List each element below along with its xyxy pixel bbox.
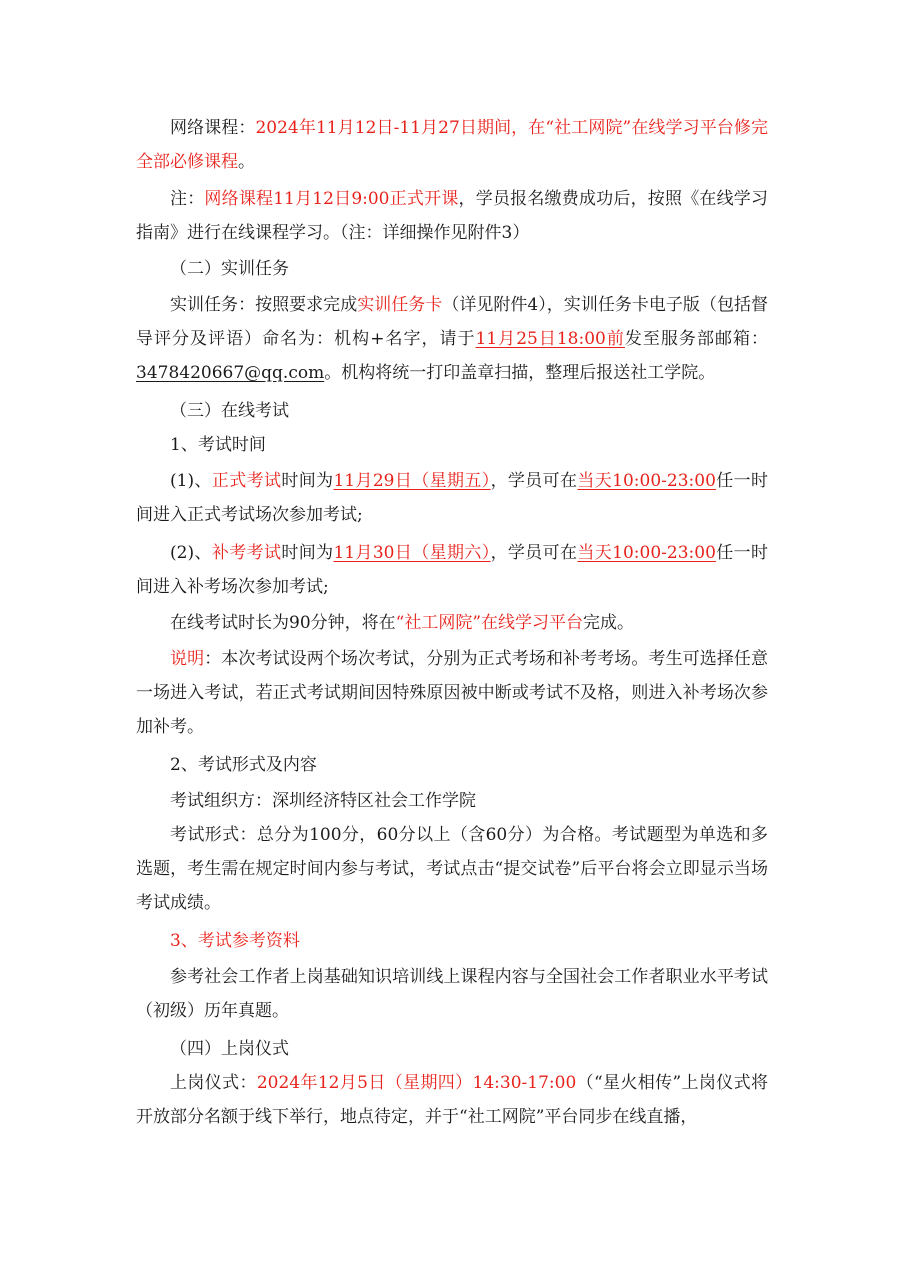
ceremony-text: （“星火相传”上岗仪式将开放部分名额于线下举行，地点待定，并于“社工网院”平台同步在线直播，	[136, 1073, 768, 1127]
paragraph-exam-organizer: 考试组织方：深圳经济特区社会工作学院	[170, 791, 476, 811]
paragraph-makeup-exam	[136, 536, 768, 604]
online-course-period: 2024年11月12日-11月27日期间，在“社工网院”在线学习平台修完全部必修课程	[136, 118, 768, 172]
exam-duration-text-a: 在线考试时长为90分钟，将在	[170, 613, 396, 633]
training-task-card: 实训任务卡	[357, 295, 443, 315]
formal-exam-index: (1)、	[170, 471, 212, 491]
heading-exam-reference: 3、考试参考资料	[170, 931, 300, 951]
label-online-course: 网络课程：	[170, 118, 256, 138]
paragraph-formal-exam	[136, 464, 768, 532]
heading-online-exam: （三）在线考试	[170, 401, 289, 421]
paragraph-exam-format: 考试形式：总分为100分，60分以上（含60分）为合格。考试题型为单选和多选题，考生需在规定时间内参与考试，考试点击“提交试卷”后平台将会立即显示当场考试成绩。	[136, 825, 768, 913]
paragraph-exam-explanation	[136, 642, 768, 744]
makeup-exam-text-b: 时间为	[281, 543, 334, 563]
paragraph-training-task	[136, 288, 768, 390]
explanation-text: ：本次考试设两个场次考试，分别为正式考场和补考考场。考生可选择任意一场进入考试，若正式考试期间因特殊原因被中断或考试不及格，则进入补考场次参加补考。	[136, 649, 769, 737]
makeup-exam-hours: 当天10:00-23:00	[577, 543, 716, 563]
ceremony-label: 上岗仪式：	[170, 1073, 257, 1093]
training-task-text-a: 实训任务：按照要求完成	[170, 295, 358, 315]
formal-exam-hours: 当天10:00-23:00	[577, 471, 716, 491]
makeup-exam-text-c: ，学员可在	[490, 543, 578, 563]
makeup-exam-index: (2)、	[170, 543, 212, 563]
makeup-exam-label: 补考考试	[211, 543, 282, 563]
makeup-exam-date: 11月30日（星期六）	[333, 543, 491, 563]
formal-exam-text-c: ，学员可在	[490, 471, 578, 491]
paragraph-online-course	[136, 111, 768, 179]
paragraph-course-note	[136, 182, 768, 250]
paragraph-onboarding-ceremony	[136, 1066, 768, 1134]
training-task-text-c: 发至服务部邮箱：	[624, 329, 768, 349]
formal-exam-text-b: 时间为	[281, 471, 334, 491]
course-note-text: ，学员报名缴费成功后，按照《在线学习指南》进行在线课程学习。（注：详细操作见附件3）	[136, 189, 769, 243]
training-task-text-b: （详见附件4），实训任务卡电子版（包括督导评分及评语）命名为：机构+名字，请于	[136, 295, 769, 349]
heading-training-task: （二）实训任务	[170, 259, 289, 279]
formal-exam-label: 正式考试	[211, 471, 282, 491]
heading-exam-time: 1、考试时间	[170, 435, 266, 455]
explanation-label: 说明	[170, 649, 205, 669]
formal-exam-date: 11月29日（星期五）	[333, 471, 491, 491]
course-start-time: 网络课程11月12日9:00正式开课	[204, 189, 459, 209]
makeup-exam-text-d: 任一时间进入补考场次参加考试;	[136, 543, 769, 597]
exam-platform: “社工网院”在线学习平台	[395, 613, 584, 633]
training-deadline: 11月25日18:00前	[475, 329, 625, 349]
heading-exam-format: 2、考试形式及内容	[170, 755, 317, 775]
training-task-text-d: 。机构将统一打印盖章扫描，整理后报送社工学院。	[324, 363, 716, 383]
paragraph-exam-duration	[136, 606, 768, 640]
exam-duration-text-b: 完成。	[583, 613, 635, 633]
formal-exam-text-d: 任一时间进入正式考试场次参加考试;	[136, 471, 769, 525]
heading-onboarding-ceremony: （四）上岗仪式	[170, 1039, 289, 1059]
ceremony-datetime: 2024年12月5日（星期四）14:30-17:00	[256, 1073, 577, 1093]
paragraph-exam-reference: 参考社会工作者上岗基础知识培训线上课程内容与全国社会工作者职业水平考试（初级）历年真题。	[136, 967, 768, 1021]
service-email-link[interactable]: 3478420667@qq.com	[136, 363, 325, 383]
label-note: 注：	[170, 189, 205, 209]
period-end: 。	[238, 152, 255, 172]
